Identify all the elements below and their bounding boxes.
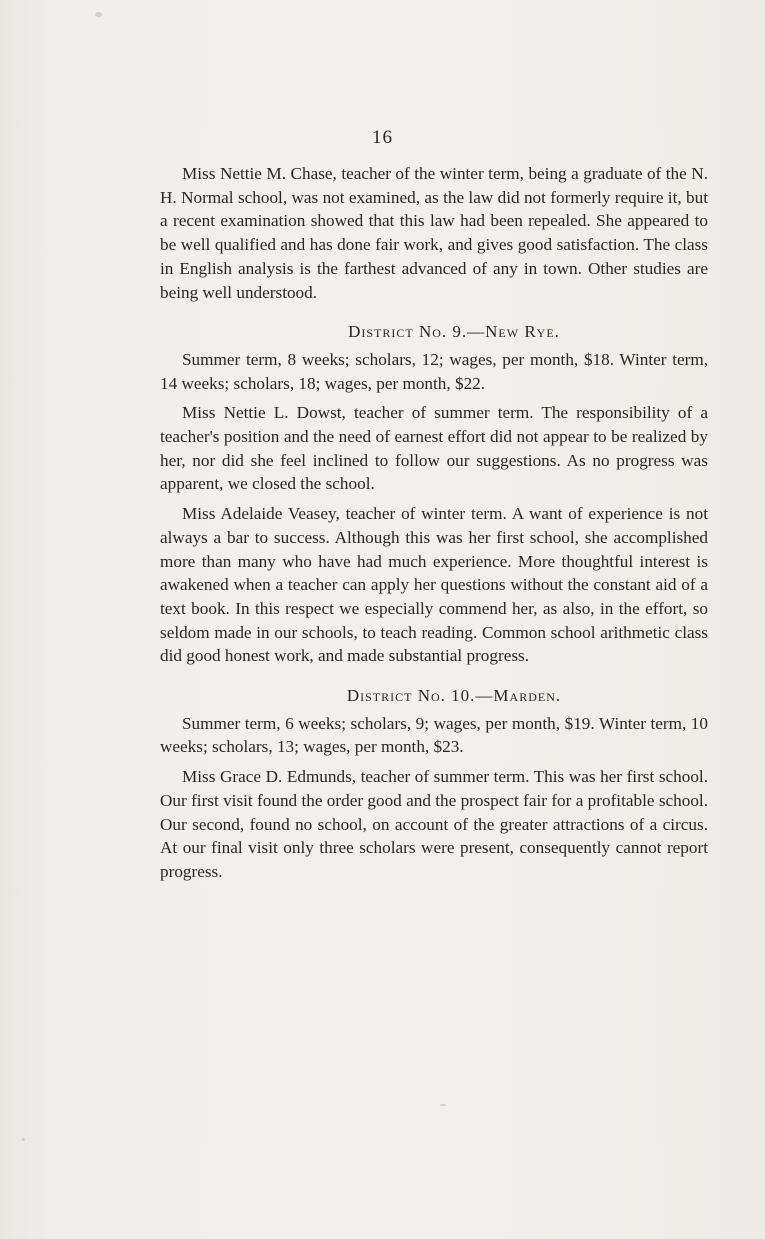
page-body bbox=[160, 162, 708, 890]
heading-district-9: District No. 9.—New Rye. bbox=[348, 322, 560, 342]
heading-district-10: District No. 10.—Marden. bbox=[346, 686, 562, 706]
paper-speck bbox=[22, 1138, 25, 1141]
paragraph-veasey: Miss Adelaide Veasey, teacher of winter term. A want of experience is not always a bar to success. Although this was her first school, she accomplished more than many who have had much experience. More thoughtful interest is awakened when a teacher can apply her questions without the constant aid of a text book. In this respect we especially commend her, as also, in the effort, so seldom made in our schools, to teach reading. Common school arithmetic class did good honest work, and made substantial progress. bbox=[160, 504, 708, 666]
paper-speck bbox=[440, 1104, 446, 1106]
paper-speck bbox=[95, 12, 102, 17]
page-number: 16 bbox=[372, 127, 393, 148]
paragraph-edmunds: Miss Grace D. Edmunds, teacher of summer term. This was her first school. Our first visit found the order good and the prospect fair for a profitable school. Our second, found no school, on account of the greater attractions of a circus. At our final visit only three scholars were present, consequently cannot report progress. bbox=[160, 767, 708, 881]
paragraph-district-9-terms: Summer term, 8 weeks; scholars, 12; wages, per month, $18. Winter term, 14 weeks; scholars, 18; wages, per month, $22. bbox=[160, 349, 708, 393]
paragraph-chase: Miss Nettie M. Chase, teacher of the winter term, being a graduate of the N. H. Normal school, was not examined, as the law did not formerly require it, but a recent examination showed that this law had been repealed. She appeared to be well qualified and has done fair work, and gives good satisfaction. The class in English analysis is the farthest advanced of any in town. Other studies are being well understood. bbox=[160, 164, 708, 302]
paragraph-district-10-terms: Summer term, 6 weeks; scholars, 9; wages, per month, $19. Winter term, 10 weeks; scholars, 13; wages, per month, $23. bbox=[160, 713, 708, 757]
paragraph-dowst: Miss Nettie L. Dowst, teacher of summer term. The responsibility of a teacher's position and the need of earnest effort did not appear to be realized by her, nor did she feel inclined to follow our suggestions. As no progress was apparent, we closed the school. bbox=[160, 403, 708, 494]
